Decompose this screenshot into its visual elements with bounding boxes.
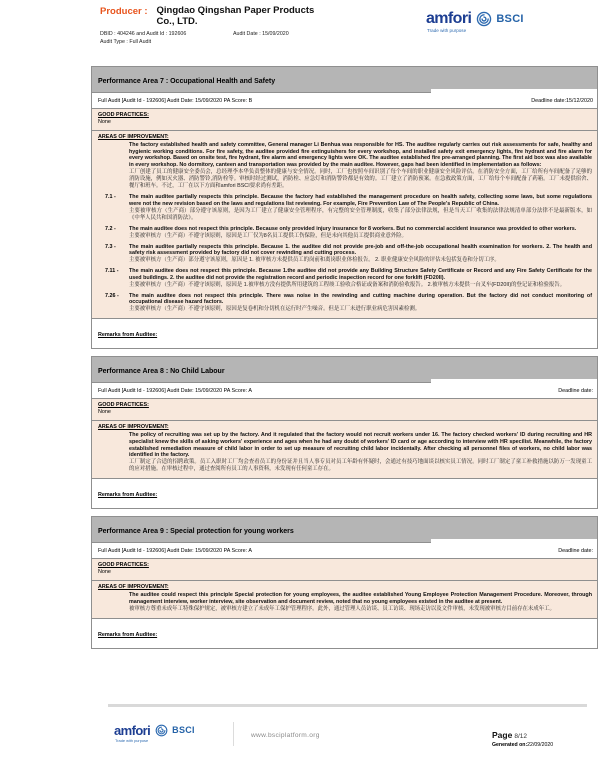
pa9-deadline-cell-notch [431,539,597,543]
pa9-aoi-chinese: 被审核方尊重未成年工特殊保护规定，被审核方建立了未成年工保护管理程序。此外，通过管理人员访谈、员工访谈、现场走访以及文件审核，未发现被审核方目前存在未成年工。 [129,605,555,612]
generated-on [492,742,553,748]
pa8-aoi-chinese: 工厂制定了合适的招聘政策。员工入职时工厂均会查看员工的身份证并且当人事专员对员工年龄有怀疑时，会通过有技巧地面谈以核实员工情况。同时工厂制定了童工补救措施以防万一发现童工的应对措施。在审核过程中，通过查阅所有员工的人事资料，未发现有任何童工存在。 [129,459,592,473]
pa7-remarks-row [91,318,598,349]
pa8-deadline-cell-notch [431,379,597,383]
finding-english: The main auditee does not respect this principle. There was noise in the rewinding and cutting machine during operation. But the factory did not conduct monitoring of occupational disease hazard factors. [129,292,592,306]
footer-vertical-divider [233,722,234,746]
pa7-areas-of-improvement [91,130,598,319]
producer-name-line2: Co., LTD. [156,15,198,27]
finding-7-3 [98,244,592,265]
brand-tagline: Trade with purpose [427,28,467,33]
document-footer [0,700,600,760]
amfori-bsci-logo [426,11,524,33]
pa8-aoi-english: The policy of recruiting was set up by the factory. And it regulated that the factory would not recruit workers under 16. The factory checked workers' ID during recruiting and HR specialist knew the skills of asking workers' experience and ages when he had any doubt of workers' ID card or age according to interview with HR specilist. Meanwhile, the factory established remediation measure of child labor in order to set up measure of recruiting child labor incidentally. After checking all personnel files of workers, no child labor was identified in the factory. [129,432,592,459]
finding-chinese: 主要被审核方（生产商）不遵守该原则，原因是工厂仅为8名员工提供工伤保险，但是未向其他员工提供商业意外险。 [129,232,407,239]
bsci-platform-url: www.bsciplatform.org [251,732,320,739]
pa9-remarks-row [91,618,598,649]
finding-english: The main auditee does not respect this principle. Because 1.the auditee did not provide any Building Structure Safety Certificate or Record and any Fire Safety Certificate for the used buildings. 2. the auditee did not provide the registration record and periodic inspection record for one forklift (FD20II). [129,268,592,281]
amfori-spiral-icon [155,724,168,737]
good-practices-value: None [98,569,111,576]
pa8-audit-info: Full Audit [Audit Id - 192606] Audit Date: 15/09/2020 PA Score: A [98,388,252,395]
pa8-areas-of-improvement [91,420,598,479]
pa7-info-row [91,92,598,109]
bsci-wordmark: BSCI [172,725,195,735]
finding-english: The main auditee does not respect this principle. Because only provided injury insurance for 8 workers. But no commercial accident insurance was provided to other workers. [129,225,577,232]
performance-area-7-section [91,66,598,349]
finding-7-11 [98,268,592,289]
good-practices-label: GOOD PRACTICES: [98,402,149,409]
areas-of-improvement-label: AREAS OF IMPROVEMENT: [98,584,169,591]
producer-name-line1: Qingdao Qingshan Paper Products [156,5,315,16]
remarks-from-auditee-label: Remarks from Auditee: [98,631,158,638]
finding-number: 7.1 - [105,194,116,201]
performance-area-8-section [91,356,598,509]
performance-area-9-section [91,516,598,649]
page-number: 8/12 [514,733,527,740]
audit-content [91,66,598,656]
pa8-title-bar [91,356,598,383]
finding-7-1 [98,194,592,222]
pa7-good-practices [91,108,598,131]
good-practices-value: None [98,409,111,416]
generated-on-label: Generated on: [492,742,528,748]
footer-divider-rule [108,704,587,707]
dbid-and-audit-id: DBID : 404246 and Audit Id : 192606 [100,30,187,37]
good-practices-label: GOOD PRACTICES: [98,112,149,118]
generated-on-date: 22/09/2020 [527,742,554,748]
footer-amfori-bsci-logo [114,724,195,743]
document-header [100,6,314,45]
page-indicator [492,725,527,743]
finding-7-26 [98,293,592,314]
pa9-title-bar [91,516,598,543]
finding-number: 7.3 - [105,243,116,250]
finding-english: The main auditee partially respects this principle. Because 1. the auditee did not provide pre-job and off-the-job occupational health examination for workers. 2. The health and safety risk assessment provided by factory did not cover rewinding and cutting process. [129,243,592,257]
pa7-audit-info: Full Audit [Audit Id - 192606] Audit Date: 15/09/2020 PA Score: B [98,98,253,104]
audit-date: Audit Date : 15/09/2020 [233,30,289,37]
pa8-title: Performance Area 8 : No Child Labour [98,368,225,376]
remarks-from-auditee-label: Remarks from Auditee: [98,492,158,499]
areas-of-improvement-label: AREAS OF IMPROVEMENT: [98,424,169,431]
pa8-good-practices [91,398,598,421]
pa9-audit-info: Full Audit [Audit Id - 192606] Audit Date: 15/09/2020 PA Score: A [98,548,252,555]
finding-chinese: 主要被审核方（生产商）部分遵守该原则，原因是 1. 被审核方未提供员工的岗前和离岗职业体检报告。 2. 职业健康安全风险的评估未包括复卷和分切工序。 [129,257,500,264]
bsci-wordmark: BSCI [496,12,524,25]
good-practices-value: None [98,119,111,125]
finding-7-2 [98,226,592,240]
pa7-title: Performance Area 7 : Occupational Health and Safety [98,78,276,85]
pa8-remarks-row [91,478,598,509]
amfori-wordmark: amfori [426,10,472,27]
pa9-deadline-date: Deadline date: [558,548,593,555]
areas-of-improvement-label: AREAS OF IMPROVEMENT: [98,134,169,140]
finding-number: 7.11 - [105,268,119,275]
brand-tagline: Trade with purpose [115,738,149,743]
finding-english: The main auditee partially respects this principle. Because the factory had established the management procedure on health safety, collecting some laws, but some regulations were not the new revision based on the laws and regulations list reviewing. For example, Fire Prevention Law of The People's Republic of China. [129,194,592,207]
pa9-info-row [91,542,598,559]
finding-chinese: 主要被审核方（生产商）不遵守该原则，原因是 1.被审核方没有提供所用建筑的工程竣工验收合格证或备案和消防验收报告。 2.被审核方未提供一台叉车(FD20II)的登记证和检验报告。 [129,281,566,288]
pa7-aoi-english: The factory established health and safety committee, General manager Li Benhua was responsible for HS. The auditee regularly carries out risk assessments for safe, healthy and hygienic working conditions. For fire safety, the auditee provided fire extinguishers for every workshop, and installed safety exit emergency lights, fire hydrant and fire alarm for every workshop. Based on onsite test, fire hydrant, fire alarm and emergency lights were OK. The auditee established fire pre-arranged planning. The first aid box was also available in every workshop. No dormitory, canteen and transportation was provided by the main auditee. However, gaps had been identified in implementation as follows: [129,142,592,169]
pa7-title-bar [91,66,598,93]
amfori-wordmark: amfori [114,723,151,738]
producer-label: Producer : [100,6,148,17]
finding-chinese: 主要被审核方（生产商）不遵守该原则，原因是复卷机和分切机在运行时产生噪音。但是工厂未进行职业病危害因素检测。 [129,306,421,313]
pa9-aoi-english: The auditee could respect this principle Special protection for young employees, the auditee established Young Employee Protection Management Procedure. Moreover, through management interview, worker interview, site observation and document review, noted that no young employees existed in the auditee at present. [129,592,592,606]
good-practices-label: GOOD PRACTICES: [98,562,149,569]
audit-type: Audit Type : Full Audit [100,38,152,45]
finding-number: 7.26 - [105,292,119,299]
finding-number: 7.2 - [105,225,116,232]
finding-chinese: 主要被审核方（生产商）部分遵守该原则，是因为工厂建立了健康安全管理程序，有完整的安全管理制度，收集了部分法律法规，但是当天工厂收集的法律法规清单部分法律不是最新版本，如《中华人民共和国消防法》。 [129,207,592,221]
pa7-deadline-date: Deadline date:15/12/2020 [531,98,593,104]
page-label: Page [492,730,513,740]
remarks-from-auditee-label: Remarks from Auditee: [98,332,158,339]
pa8-deadline-date: Deadline date: [558,388,593,395]
pa7-deadline-cell-notch [431,89,597,93]
pa9-good-practices [91,558,598,581]
pa7-aoi-chinese: 工厂创建了员工的健康安全委员会，总经理李本华负责整体的健康与安全情况。同时，工厂也按照车间识别了每个车间的职业健康安全风险评估。在消防安全方面，工厂给所有车间配备了足够的消防设施，例如灭火器、消防警铃,消防栓等。审核时经过测试，消防栓、应急灯和消防警铃都是有效的。工厂建立了消防预案。在急救政策方面，工厂给每个车间配备了药箱。工厂未提供宿舍、餐厅和班车。不过，工厂在以下方面和amfori BSCI要求尚有差距。 [129,168,592,190]
pa9-title: Performance Area 9 : Special protection for young workers [98,528,294,536]
amfori-spiral-icon [476,11,492,27]
producer-name [157,6,315,28]
pa9-areas-of-improvement [91,580,598,619]
pa8-info-row [91,382,598,399]
